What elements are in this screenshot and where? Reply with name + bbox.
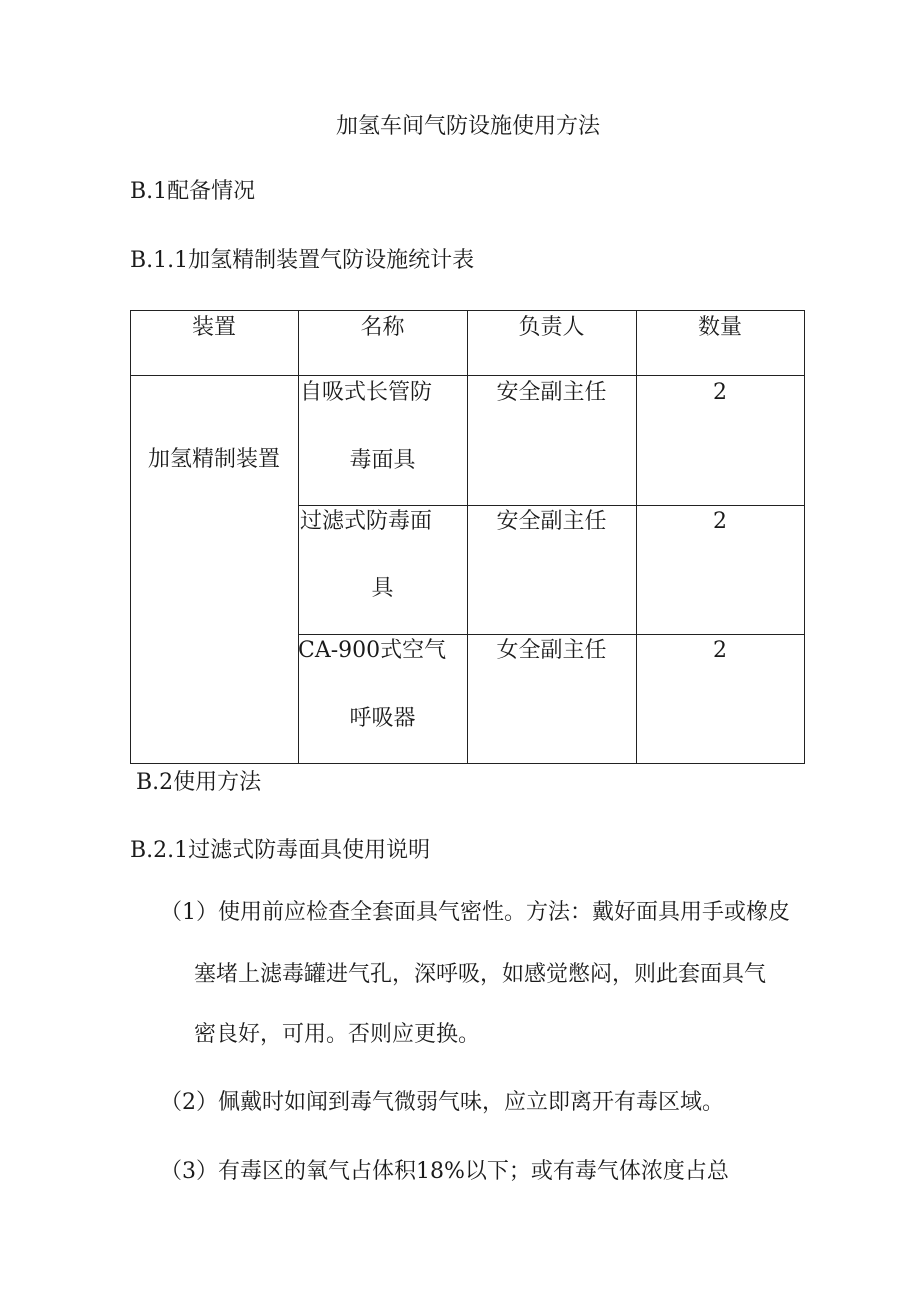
- instruction-item-2: （2）佩戴时如闻到毒气微弱气味，应立即离开有毒区域。: [160, 1090, 724, 1115]
- table-column-divider: [636, 310, 637, 764]
- table-cell-owner: 女全副主任: [496, 638, 607, 663]
- table-header-owner: 负责人: [518, 315, 585, 340]
- table-cell-owner: 安全副主任: [496, 380, 607, 405]
- table-header-device: 装置: [191, 315, 236, 340]
- section-heading-b2: B.2使用方法: [136, 770, 262, 795]
- section-heading-b1-1: B.1.1加氢精制装置气防设施统计表: [130, 248, 475, 273]
- table-row-divider: [298, 505, 805, 506]
- table-cell-name: CA-900式空气: [298, 638, 447, 663]
- table-cell-device: 加氢精制装置: [147, 447, 280, 472]
- table-cell-quantity: 2: [713, 380, 727, 405]
- equipment-table: [130, 310, 805, 764]
- instruction-item-1-cont: 密良好，可用。否则应更换。: [194, 1022, 481, 1047]
- instruction-item-1: （1）使用前应检查全套面具气密性。方法：戴好面具用手或橡皮: [160, 900, 790, 925]
- table-column-divider: [298, 310, 299, 764]
- table-border-right: [804, 310, 805, 764]
- table-cell-quantity: 2: [713, 509, 727, 534]
- table-cell-name-cont: 呼吸器: [349, 706, 416, 731]
- table-header-quantity: 数量: [697, 315, 742, 340]
- document-title: 加氢车间气防设施使用方法: [335, 114, 600, 139]
- table-cell-name-cont: 毒面具: [349, 448, 416, 473]
- table-cell-name: 过滤式防毒面: [300, 509, 433, 534]
- table-cell-owner: 安全副主任: [496, 509, 607, 534]
- section-heading-b1: B.1配备情况: [130, 179, 256, 204]
- section-heading-b2-1: B.2.1过滤式防毒面具使用说明: [130, 838, 431, 863]
- table-cell-name-cont: 具: [371, 576, 394, 601]
- table-header-name: 名称: [360, 315, 405, 340]
- table-cell-quantity: 2: [713, 638, 727, 663]
- instruction-item-1-cont: 塞堵上滤毒罐进气孔，深呼吸，如感觉憋闷，则此套面具气: [194, 962, 767, 987]
- table-cell-name: 自吸式长管防: [300, 380, 433, 405]
- table-column-divider: [467, 310, 468, 764]
- table-border-left: [130, 310, 131, 764]
- table-row-divider: [298, 634, 805, 635]
- instruction-item-3: （3）有毒区的氧气占体积18%以下；或有毒气体浓度占总: [160, 1159, 729, 1184]
